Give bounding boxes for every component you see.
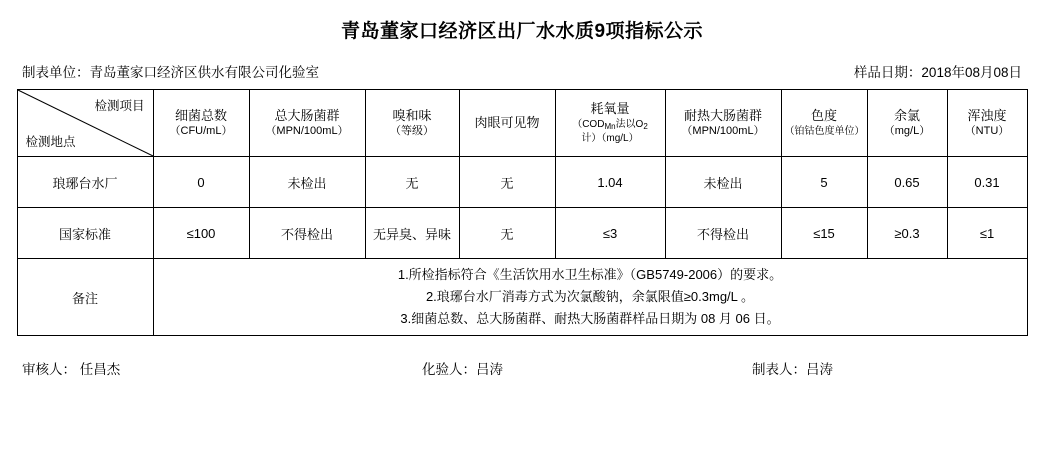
notes-label: 备注 xyxy=(17,259,153,336)
col4-unit-post: 计）（mg/L） xyxy=(581,133,639,145)
col6-name: 色度 xyxy=(810,108,837,124)
col8-name: 浑浊度 xyxy=(967,107,1007,123)
table-row xyxy=(17,208,1027,259)
col0-unit: （CFU/mL） xyxy=(169,125,233,138)
cell-plant-odor-taste: 无 xyxy=(365,157,459,208)
footer-row xyxy=(0,336,1044,378)
cell-plant-turbidity: 0.31 xyxy=(947,157,1027,208)
cell-plant-chromaticity: 5 xyxy=(781,157,867,208)
column-header-odor-taste xyxy=(365,90,459,157)
cell-standard-turbidity: ≤1 xyxy=(947,208,1027,259)
cell-standard-residual-chlorine: ≥0.3 xyxy=(867,208,947,259)
footer-tester: 化验人：吕涛 xyxy=(422,362,503,377)
column-header-residual-chlorine xyxy=(867,90,947,157)
col3-name: 肉眼可见物 xyxy=(474,115,540,131)
row-label-plant: 琅琊台水厂 xyxy=(17,157,153,208)
note-line-2: 2.琅琊台水厂消毒方式为次氯酸钠，余氯限值≥0.3mg/L 。 xyxy=(425,288,755,304)
column-header-oxygen-consumption xyxy=(555,90,665,157)
cell-standard-oxygen-consumption: ≤3 xyxy=(555,208,665,259)
col2-unit: （等级） xyxy=(390,125,434,138)
cell-standard-thermotolerant-coliform: 不得检出 xyxy=(665,208,781,259)
col8-unit: （NTU） xyxy=(964,125,1010,138)
col4-unit-mid: 法以O xyxy=(615,118,644,130)
cell-plant-visible-matter: 无 xyxy=(459,157,555,208)
table-header-row xyxy=(17,90,1027,157)
col5-name: 耐热大肠菌群 xyxy=(683,107,762,123)
col7-name: 余氯 xyxy=(893,107,920,123)
cell-standard-bacteria-count: ≤100 xyxy=(153,208,249,259)
col4-unit-sub2: 2 xyxy=(643,121,648,131)
table-row xyxy=(17,157,1027,208)
notes-content xyxy=(153,259,1027,336)
col4-unit-sub: Mn xyxy=(604,121,616,131)
cell-standard-visible-matter: 无 xyxy=(459,208,555,259)
col5-unit: （MPN/100mL） xyxy=(681,125,765,138)
col4-name: 耗氧量 xyxy=(590,101,630,117)
table-notes-row xyxy=(17,259,1027,336)
column-header-total-coliform xyxy=(249,90,365,157)
corner-label-地点: 检测地点 xyxy=(25,135,76,149)
column-header-bacteria-count xyxy=(153,90,249,157)
col1-name: 总大肠菌群 xyxy=(274,107,340,123)
col7-unit: （mg/L） xyxy=(883,125,931,138)
col4-unit-pre: （COD xyxy=(572,118,605,130)
cell-standard-chromaticity: ≤15 xyxy=(781,208,867,259)
col0-name: 细菌总数 xyxy=(174,107,227,123)
maker-unit-label: 制表单位：青岛董家口经济区供水有限公司化验室 xyxy=(22,65,319,80)
col4-unit xyxy=(559,118,662,133)
sample-date-label: 样品日期：2018年08月08日 xyxy=(853,65,1022,80)
column-header-visible-matter xyxy=(459,90,555,157)
note-line-1: 1.所检指标符合《生活饮用水卫生标准》（GB5749-2006）的要求。 xyxy=(397,266,783,282)
table-corner-cell xyxy=(17,90,153,157)
cell-plant-total-coliform: 未检出 xyxy=(249,157,365,208)
col2-name: 嗅和味 xyxy=(392,107,432,123)
column-header-turbidity xyxy=(947,90,1027,157)
cell-plant-residual-chlorine: 0.65 xyxy=(867,157,947,208)
footer-maker: 制表人：吕涛 xyxy=(752,362,833,377)
meta-row xyxy=(0,47,1044,89)
cell-plant-thermotolerant-coliform: 未检出 xyxy=(665,157,781,208)
row-label-standard: 国家标准 xyxy=(17,208,153,259)
footer-reviewer: 审核人： 任昌杰 xyxy=(22,362,121,377)
cell-standard-odor-taste: 无异臭、异味 xyxy=(365,208,459,259)
corner-label-项目: 检测项目 xyxy=(94,99,145,113)
col6-unit: （铂钴色度单位） xyxy=(784,126,865,138)
cell-plant-bacteria-count: 0 xyxy=(153,157,249,208)
water-quality-table xyxy=(17,89,1028,336)
col1-unit: （MPN/100mL） xyxy=(265,125,349,138)
page-title: 青岛董家口经济区出厂水水质9项指标公示 xyxy=(340,21,704,42)
note-line-3: 3.细菌总数、总大肠菌群、耐热大肠菌群样品日期为 08 月 06 日。 xyxy=(400,311,780,327)
column-header-thermotolerant-coliform xyxy=(665,90,781,157)
cell-standard-total-coliform: 不得检出 xyxy=(249,208,365,259)
cell-plant-oxygen-consumption: 1.04 xyxy=(555,157,665,208)
column-header-chromaticity xyxy=(781,90,867,157)
